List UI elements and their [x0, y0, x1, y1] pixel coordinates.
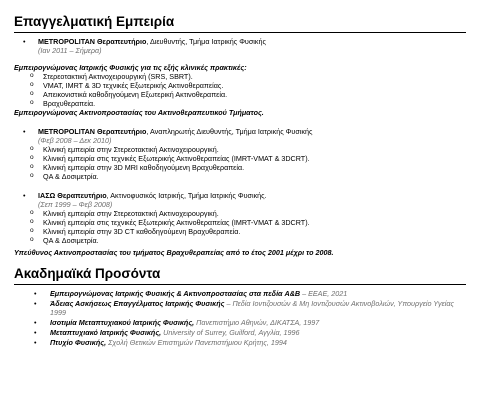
job-entry-2 [14, 127, 466, 145]
job-role: , Διευθυντής, Τμήμα Ιατρικής Φυσικής [146, 36, 266, 46]
bullet-icon: • [23, 190, 26, 200]
job-dates: (Φεβ 2008 – Δεκ 2010) [38, 135, 112, 145]
radiation-protection-note: Υπεύθυνος Ακτινοπροστασίας του τμήματος Βραχυθεραπείας από το έτος 2001 μέχρι το 2008. [14, 247, 334, 257]
academic-list [14, 289, 466, 347]
circle-bullet-icon: o [30, 226, 34, 234]
list-item: o Απεικονιστικά καθοδηγούμενη Εξωτερική Ακτινοθεραπεία. [14, 90, 466, 99]
list-item: • Μεταπτυχιακό Ιατρικής Φυσικής, University of Surrey, Guilford, Αγγλία, 1996 [14, 328, 466, 337]
section-title-experience: Επαγγελματική Εμπειρία [14, 0, 466, 33]
expert-block [14, 63, 466, 117]
expert-sublist [14, 72, 466, 108]
list-item: o Κλινική εμπειρία στην Στερεοτακτική Ακτινοχειρουργική. [14, 145, 466, 154]
bullet-icon: • [34, 327, 37, 337]
list-item: • Εμπειρογνώμονας Ιατρικής Φυσικής & Ακτινοπροστασίας στα πεδία A&B – ΕΕΑΕ, 2021 [14, 289, 466, 298]
list-item: o Κλινική εμπειρία στις τεχνικές Εξωτερικής Ακτινοθεραπείας (IMRT-VMAT & 3DCRT). [14, 154, 466, 163]
circle-bullet-icon: o [30, 208, 34, 216]
bullet-icon: • [34, 288, 37, 298]
expert-footer: Εμπειρογνώμονας Ακτινοπροστασίας του Ακτινοθεραπευτικού Τμήματος. [14, 107, 264, 117]
job-org: ΙΑΣΩ Θεραπευτήριο [38, 190, 107, 200]
list-item: o Κλινική εμπειρία στην Στερεοτακτική Ακτινοχειρουργική. [14, 209, 466, 218]
job2-sublist [14, 145, 466, 181]
circle-bullet-icon: o [30, 144, 34, 152]
circle-bullet-icon: o [30, 153, 34, 161]
list-item: o Κλινική εμπειρία στις τεχνικές Εξωτερικής Ακτινοθεραπείας (IMRT-VMAT & 3DCRT). [14, 218, 466, 227]
job-dates: (Ιαν 2011 – Σήμερα) [38, 45, 102, 55]
list-item: o VMAT, IMRT & 3D τεχνικές Εξωτερικής Ακτινοθεραπείας. [14, 81, 466, 90]
list-item: • Πτυχίο Φυσικής, Σχολή Θετικών Επιστημών Πανεπιστήμιου Κρήτης, 1994 [14, 338, 466, 347]
list-item: • Άδειας Ασκήσεως Επαγγέλματος Ιατρικής Φυσικής – Πεδία Ιοντιζουσών & Μη Ιοντιζουσών Ακτινοβολιών, Υπουργείο Υγείας 1999 [14, 299, 466, 317]
list-item: o Βραχυθεραπεία. [14, 99, 466, 108]
job-dates: (Σεπ 1999 – Φεβ 2008) [38, 199, 113, 209]
job-org: METROPOLITAN Θεραπευτήριο [38, 36, 147, 46]
job-entry-1 [14, 37, 466, 55]
circle-bullet-icon: o [30, 162, 34, 170]
list-item: o QA & Δοσιμετρία. [14, 172, 466, 181]
job-entry-3 [14, 191, 466, 209]
circle-bullet-icon: o [30, 80, 34, 88]
expert-heading: Εμπειρογνώμονας Ιατρικής Φυσικής για τις εξής κλινικές πρακτικές: [14, 62, 247, 72]
experience-list [14, 37, 466, 257]
job-role: , Αναπληρωτής Διευθυντής, Τμήμα Ιατρικής Φυσικής [146, 126, 313, 136]
list-item: o Κλινική εμπειρία στην 3D CT καθοδηγούμενη Βραχυθεραπεία. [14, 227, 466, 236]
circle-bullet-icon: o [30, 217, 34, 225]
list-item: o QA & Δοσιμετρία. [14, 236, 466, 245]
bullet-icon: • [23, 36, 26, 46]
section-title-academic: Ακαδημαϊκά Προσόντα [14, 257, 466, 285]
bullet-icon: • [34, 298, 37, 308]
job-role: , Ακτινοφυσικός Ιατρικής, Τμήμα Ιατρικής Φυσικής. [106, 190, 267, 200]
list-item: • Ισοτιμία Μεταπτυχιακού Ιατρικής Φυσικής, Πανεπιστήμιο Αθηνών, ΔΙΚΑΤΣΑ, 1997 [14, 318, 466, 327]
circle-bullet-icon: o [30, 98, 34, 106]
bullet-icon: • [23, 126, 26, 136]
job3-sublist [14, 209, 466, 245]
circle-bullet-icon: o [30, 71, 34, 79]
job-org: METROPOLITAN Θεραπευτήριο [38, 126, 147, 136]
circle-bullet-icon: o [30, 235, 34, 243]
list-item: o Στερεοτακτική Ακτινοχειρουργική (SRS, SBRT). [14, 72, 466, 81]
bullet-icon: • [34, 317, 37, 327]
list-item: o Κλινική εμπειρία στην 3D MRI καθοδηγούμενη Βραχυθεραπεία. [14, 163, 466, 172]
circle-bullet-icon: o [30, 171, 34, 179]
bullet-icon: • [34, 337, 37, 347]
circle-bullet-icon: o [30, 89, 34, 97]
